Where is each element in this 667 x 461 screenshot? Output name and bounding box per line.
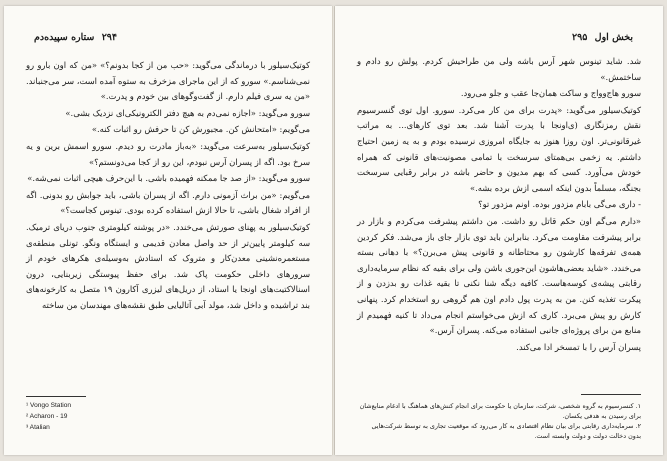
footnote: ³ Atalian [26,424,50,431]
right-page-number: ۲۹۵ [572,32,588,43]
paragraph: کوتیک‌سیلور با درماندگی می‌گوید: «حب من از کجا بدونم؟» «من که اون بارو رو نمی‌شناسم.» سورو که از این ماجرای مزخرف به ستوه آمده است، سر می‌جنباند. «من یه سری فیلم دارم. از گفت‌وگوهای بین خودم و پدرت.» [26,60,310,102]
right-page [335,6,663,455]
paragraph: «دارم می‌گم اون حکم قاتل رو داشت. من داشتم پیشرفت می‌کردم و بازار در برابر پیشرفت مقاومت می‌کرد. بنابراین باید توی بازار جای باز می‌شد. فکر کردین همه‌ی تفرقه‌ها کارشون رو محتاطانه و قانونی پیش می‌برن؟» با دهانی بسته می‌خندد. «شاید بعضی‌هاشون این‌جوری باشن ولی برای بقیه که نظام سرمایه‌داری رقابتی پیشه‌ی کوسه‌هاست. کافیه دیگه شنا نکنی تا بقیه غذات رو بدزدن و از پیکرت تغذیه کنن. من به پدرت پول دادم اون هم گروهی رو استخدام کرد. پنهانی کارش رو پیش می‌برد. کاری که ازش می‌خواستم انجام می‌داد تا کنیه فهمیدم از منابع من برای پروژه‌ای جانبی استفاده می‌کنه. پسران آرس.» [357,215,641,336]
paragraph: سورو هاج‌وواج و ساکت همان‌جا عقب و جلو می‌رود. [460,88,641,99]
paragraph: کوتیک‌سیلور به‌سرعت می‌گوید: «به‌باز مادرت رو دیدم. سورو اسمش برین و یه سرخ بود. اگه از پسران آرس نبودم، این رو از کجا می‌دونستم؟» [26,140,310,167]
paragraph: می‌گویم: «من براث آزمونی دارم. اگه از پسران باشی، باید جوابش رو بدونی. اگه از افراد شغال باشی، تا حالا ازش استفاده کرده بودی. تینوس کجاست؟» [26,189,310,216]
footnote: ¹ Vongo Station [26,402,72,409]
left-page-number: ۲۹۴ [101,32,117,43]
footnote-divider [26,396,86,397]
footnote: ۱. کنسرسیوم به گروه شخصی، شرکت، سازمان یا حکومت برای انجام کنش‌های هماهنگ با ادغام منابع‌شان برای رسیدن به هدفی یکسان. [359,402,641,420]
paragraph: می‌گویم: «امتحانش کن. مجبورش کن تا حرفش رو اثبات کنه.» [91,124,310,135]
paragraph: کوتیک‌سیلور به پهنای صورتش می‌خندد. «در پوشنه کیلومتری جنوب دریای ترمیک. سه کیلومتر پایین‌تر از حد واصل معادن قدیمی و ایستگاه ونگو. تونلی منطقه‌ی مستعمره‌نشینی معدن‌کار و متروک که استادش به‌وسیله‌ی هکرهای خودم از سرورهای داخلی حکومت پاک شد. برای حفظ پیوستگی زیربنایی، درون اسنالاکتیت‌های اونجا یا استاد، از دریل‌های لیزری آکارون ۱۹ متصل به کارخونه‌های بند تراشیده و داخل شد، مولد آبی آتالیایی طبق نقشه‌های مهندسان من ساخته [26,221,311,310]
left-page-header [34,32,121,43]
footnote-divider [581,394,641,395]
left-page-title: ستاره سپیده‌دم [34,32,95,43]
paragraph: سورو می‌گوید: «اجازه نمی‌دم به هیچ دفتر الکترونیکی‌ای نزدیک بشی.» [65,107,310,118]
paragraph: کوتیک‌سیلور می‌گوید: «پدرت برای من کار می‌کرد. سورو. اول توی گنسرسیوم نقش رمزنگاری (ی‌اونجا با پدرت آشنا شد. بعد توی کارهای... به مراتب غیرقانونی‌تر. اون روزا هنوز به جایگاه امروزی نرسیده بودم و به یه زمین احتیاج داشتم. یه زخمی بی‌همتای سرسخت با تمامی مصونیت‌های قانونی که همراه خودش می‌آورد. کسی که بهم مدیون و حاضر باشه در برابر رقبایی سرسخت بجنگه، مسلماً بدون اینکه اسمی از‌ش برده بشه.» [357,104,641,193]
right-footnotes [357,401,641,441]
right-page-title: بخش اول [594,32,633,43]
right-page-body [357,54,641,355]
paragraph: سورو می‌گوید: «از صد جا ممکنه فهمیده باشی. با این‌حرف هیچی اثبات نمی‌شه.» [27,173,310,184]
left-footnotes [26,400,71,433]
right-page-header [568,32,633,43]
paragraph: پسران آرس را با تمسخر ادا می‌کند. [516,341,641,352]
paragraph: شد. شاید تینوس شهر آرس باشه ولی من طراحیش کردم. پولش رو دادم و ساختمش.» [357,56,641,82]
left-page-body [26,58,310,314]
left-page [4,6,332,455]
paragraph: - داری می‌گی بابام مزدور بوده. اونم مزدور تو؟ [478,199,641,210]
footnote: ² Acharon - 19 [26,413,68,420]
footnote: ۲. سرمایه‌داری رقابتی برای بیان نظام اقتصادی به کار می‌رود که موقعیت تجاری به توسط شرکت‌هایی بدون دخالت دولت و دولت وابسته است. [371,422,641,440]
